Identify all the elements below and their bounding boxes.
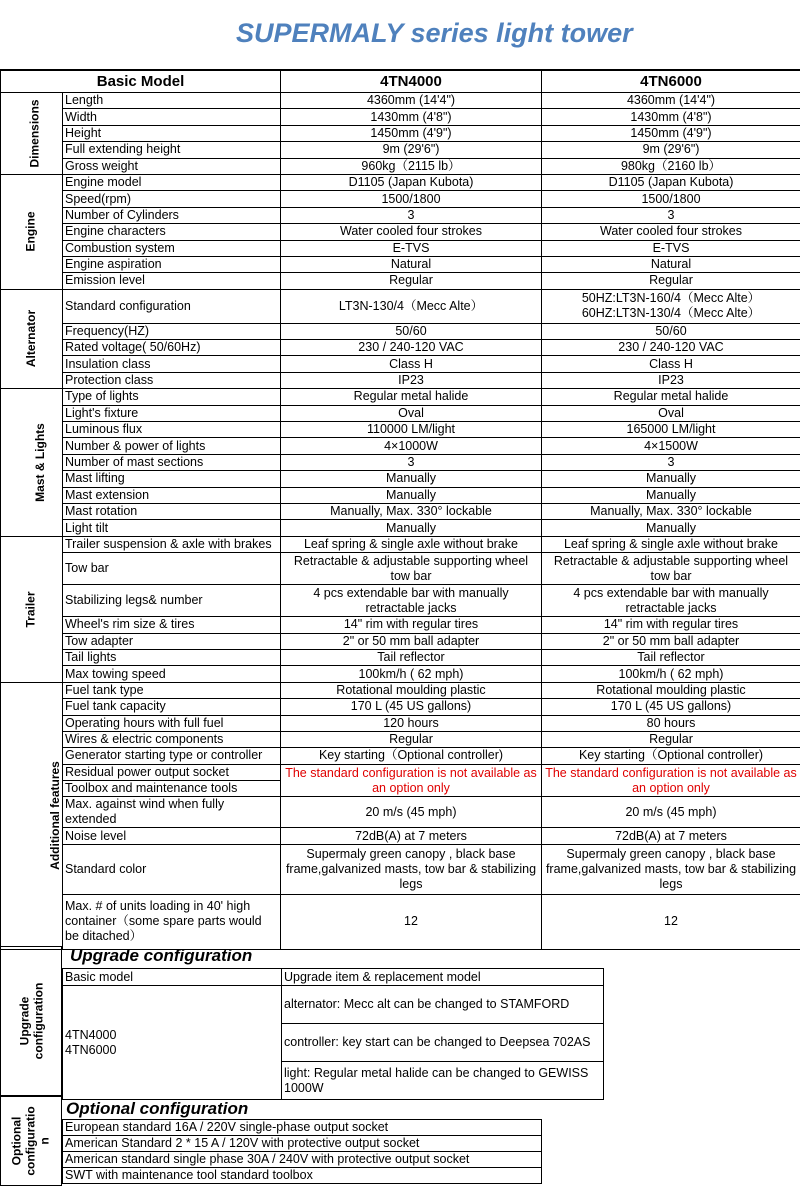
- spec-value-4tn4000: Supermaly green canopy , black base frame,galvanized masts, tow bar & stabilizing legs: [281, 844, 542, 894]
- spec-row: [1, 158, 800, 174]
- row-label: Emission level: [63, 273, 281, 289]
- spec-value-4tn6000: 4360mm (14'4"): [542, 93, 800, 109]
- spec-value-4tn6000: 4 pcs extendable bar with manually retractable jacks: [542, 585, 800, 617]
- upgrade-item: alternator: Mecc alt can be changed to STAMFORD: [282, 986, 604, 1024]
- row-label: Frequency(HZ): [63, 323, 281, 339]
- section-label: [1, 536, 63, 682]
- spec-value-4tn4000: 1500/1800: [281, 191, 542, 207]
- spec-value-4tn4000: Retractable & adjustable supporting wheel tow bar: [281, 553, 542, 585]
- spec-row: [1, 633, 800, 649]
- row-label: Engine aspiration: [63, 256, 281, 272]
- row-label: Wheel's rim size & tires: [63, 617, 281, 633]
- spec-value-4tn6000: Retractable & adjustable supporting wheel tow bar: [542, 553, 800, 585]
- spec-value-4tn4000: 1450mm (4'9"): [281, 125, 542, 141]
- spec-row: [1, 894, 800, 949]
- spec-row: [1, 191, 800, 207]
- section-label: [1, 289, 63, 389]
- row-label: Tow bar: [63, 553, 281, 585]
- spec-value-4tn6000: 980kg（2160 lb）: [542, 158, 800, 174]
- spec-row: [1, 340, 800, 356]
- spec-value-4tn6000: 1450mm (4'9"): [542, 125, 800, 141]
- spec-row: [1, 289, 800, 323]
- spec-row: [1, 797, 800, 828]
- spec-row: [1, 438, 800, 454]
- spec-value-4tn6000: Natural: [542, 256, 800, 272]
- spec-value-4tn4000: LT3N-130/4（Mecc Alte）: [281, 289, 542, 323]
- spec-value-4tn4000: Regular: [281, 273, 542, 289]
- spec-value-4tn6000: 170 L (45 US gallons): [542, 699, 800, 715]
- spec-row: [1, 454, 800, 470]
- spec-value-4tn4000: 170 L (45 US gallons): [281, 699, 542, 715]
- upgrade-title: Upgrade configuration: [70, 946, 253, 965]
- spec-value-4tn4000: 4 pcs extendable bar with manually retractable jacks: [281, 585, 542, 617]
- spec-value-4tn4000: 50/60: [281, 323, 542, 339]
- row-label: Operating hours with full fuel: [63, 715, 281, 731]
- spec-value-4tn4000: D1105 (Japan Kubota): [281, 174, 542, 190]
- row-label: Number of mast sections: [63, 454, 281, 470]
- row-label: Max. # of units loading in 40' high container（some spare parts would be ditached）: [63, 894, 281, 949]
- spec-row: [1, 553, 800, 585]
- section-label: [1, 682, 63, 949]
- row-label: Gross weight: [63, 158, 281, 174]
- optional-side-label: Optional configuratio n: [0, 1096, 62, 1186]
- spec-value-4tn4000: 20 m/s (45 mph): [281, 797, 542, 828]
- row-label: Light's fixture: [63, 405, 281, 421]
- spec-value-4tn4000: Rotational moulding plastic: [281, 682, 542, 698]
- upgrade-item: controller: key start can be changed to Deepsea 702AS: [282, 1024, 604, 1062]
- not-available-note: The standard configuration is not available as an option only: [281, 764, 542, 797]
- optional-item: European standard 16A / 220V single-phase output socket: [63, 1120, 542, 1136]
- spec-table: [0, 70, 800, 950]
- spec-row: [1, 748, 800, 764]
- spec-value-4tn4000: 2" or 50 mm ball adapter: [281, 633, 542, 649]
- spec-row: [1, 731, 800, 747]
- spec-value-4tn6000: 4×1500W: [542, 438, 800, 454]
- spec-value-4tn6000: 9m (29'6"): [542, 142, 800, 158]
- row-label: Mast rotation: [63, 503, 281, 519]
- header-row: [1, 71, 800, 93]
- row-label: Standard configuration: [63, 289, 281, 323]
- spec-row: [1, 224, 800, 240]
- spec-value-4tn4000: Water cooled four strokes: [281, 224, 542, 240]
- row-label: Residual power output socket: [63, 764, 281, 780]
- row-label: Number of Cylinders: [63, 207, 281, 223]
- spec-value-4tn6000: 20 m/s (45 mph): [542, 797, 800, 828]
- spec-value-4tn4000: 230 / 240-120 VAC: [281, 340, 542, 356]
- spec-value-4tn6000: Regular metal halide: [542, 389, 800, 405]
- upgrade-table: [62, 968, 604, 1100]
- optional-item: American standard single phase 30A / 240V with protective output socket: [63, 1152, 542, 1168]
- spec-value-4tn6000: Manually: [542, 471, 800, 487]
- spec-row: [1, 682, 800, 698]
- row-label: Noise level: [63, 828, 281, 844]
- spec-value-4tn6000: 230 / 240-120 VAC: [542, 340, 800, 356]
- spec-row: [1, 109, 800, 125]
- spec-value-4tn4000: Tail reflector: [281, 649, 542, 665]
- spec-value-4tn4000: 14" rim with regular tires: [281, 617, 542, 633]
- spec-value-4tn6000: 14" rim with regular tires: [542, 617, 800, 633]
- spec-value-4tn6000: IP23: [542, 372, 800, 388]
- section-name: Dimensions: [27, 99, 42, 168]
- upgrade-side-label: Upgrade configuration: [0, 946, 62, 1096]
- spec-row: [1, 372, 800, 388]
- row-label: Standard color: [63, 844, 281, 894]
- row-label: Mast extension: [63, 487, 281, 503]
- optional-table: [62, 1119, 542, 1184]
- spec-value-4tn6000: 165000 LM/light: [542, 422, 800, 438]
- row-label: Max towing speed: [63, 666, 281, 682]
- row-label: Rated voltage( 50/60Hz): [63, 340, 281, 356]
- spec-value-4tn6000: 3: [542, 454, 800, 470]
- section-name: Mast & Lights: [32, 423, 47, 502]
- spec-value-4tn4000: Regular metal halide: [281, 389, 542, 405]
- row-label: Full extending height: [63, 142, 281, 158]
- model1-header: 4TN4000: [281, 71, 542, 93]
- basic-model-header: Basic Model: [1, 71, 281, 93]
- section-name: Trailer: [24, 591, 38, 628]
- spec-value-4tn4000: Oval: [281, 405, 542, 421]
- spec-row: [1, 389, 800, 405]
- row-label: Wires & electric components: [63, 731, 281, 747]
- spec-value-4tn4000: Manually: [281, 487, 542, 503]
- spec-value-4tn4000: 4360mm (14'4"): [281, 93, 542, 109]
- spec-value-4tn6000: Regular: [542, 731, 800, 747]
- title-bar: [0, 0, 800, 70]
- spec-value-4tn6000: Manually, Max. 330° lockable: [542, 503, 800, 519]
- spec-value-4tn4000: Manually: [281, 471, 542, 487]
- spec-row: [1, 273, 800, 289]
- not-available-note: The standard configuration is not available as an option only: [542, 764, 800, 797]
- spec-value-4tn6000: Manually: [542, 520, 800, 536]
- spec-value-4tn4000: E-TVS: [281, 240, 542, 256]
- section-name: Additional features: [47, 761, 62, 871]
- spec-value-4tn6000: 100km/h ( 62 mph): [542, 666, 800, 682]
- spec-row: [1, 585, 800, 617]
- section-name: Alternator: [24, 310, 38, 368]
- row-label: Fuel tank type: [63, 682, 281, 698]
- spec-value-4tn6000: 1500/1800: [542, 191, 800, 207]
- page-title: SUPERMALY series light tower: [236, 18, 633, 48]
- row-label: Luminous flux: [63, 422, 281, 438]
- spec-row: [1, 323, 800, 339]
- spec-value-4tn4000: 9m (29'6"): [281, 142, 542, 158]
- spec-value-4tn6000: Regular: [542, 273, 800, 289]
- spec-value-4tn4000: Manually: [281, 520, 542, 536]
- row-label: Type of lights: [63, 389, 281, 405]
- spec-row: [1, 844, 800, 894]
- spec-value-4tn6000: 50HZ:LT3N-160/4（Mecc Alte） 60HZ:LT3N-130/4（Mecc Alte）: [542, 289, 800, 323]
- spec-row: [1, 256, 800, 272]
- upgrade-col2-header: Upgrade item & replacement model: [282, 969, 604, 986]
- spec-value-4tn4000: Regular: [281, 731, 542, 747]
- spec-value-4tn4000: Key starting（Optional controller): [281, 748, 542, 764]
- spec-value-4tn6000: Key starting（Optional controller): [542, 748, 800, 764]
- row-label: Combustion system: [63, 240, 281, 256]
- spec-row: [1, 207, 800, 223]
- row-label: Speed(rpm): [63, 191, 281, 207]
- spec-value-4tn4000: 100km/h ( 62 mph): [281, 666, 542, 682]
- spec-value-4tn6000: Rotational moulding plastic: [542, 682, 800, 698]
- spec-row: [1, 142, 800, 158]
- spec-row: [1, 617, 800, 633]
- spec-value-4tn6000: 50/60: [542, 323, 800, 339]
- spec-row: [1, 356, 800, 372]
- optional-title: Optional configuration: [66, 1099, 249, 1118]
- row-label: Toolbox and maintenance tools: [63, 781, 281, 797]
- row-label: Length: [63, 93, 281, 109]
- spec-value-4tn4000: 120 hours: [281, 715, 542, 731]
- spec-row: [1, 828, 800, 844]
- row-label: Engine characters: [63, 224, 281, 240]
- optional-item: American Standard 2 * 15 A / 120V with protective output socket: [63, 1136, 542, 1152]
- row-label: Number & power of lights: [63, 438, 281, 454]
- section-label: [1, 174, 63, 289]
- spec-value-4tn6000: 12: [542, 894, 800, 949]
- spec-value-4tn6000: D1105 (Japan Kubota): [542, 174, 800, 190]
- spec-value-4tn4000: Natural: [281, 256, 542, 272]
- spec-value-4tn6000: Supermaly green canopy , black base frame,galvanized masts, tow bar & stabilizing legs: [542, 844, 800, 894]
- spec-value-4tn6000: 80 hours: [542, 715, 800, 731]
- upgrade-models: 4TN4000 4TN6000: [63, 986, 282, 1100]
- row-label: Tow adapter: [63, 633, 281, 649]
- upgrade-col1-header: Basic model: [63, 969, 282, 986]
- spec-value-4tn4000: 72dB(A) at 7 meters: [281, 828, 542, 844]
- spec-value-4tn6000: Manually: [542, 487, 800, 503]
- spec-value-4tn6000: Water cooled four strokes: [542, 224, 800, 240]
- row-label: Max. against wind when fully extended: [63, 797, 281, 828]
- spec-row: [1, 422, 800, 438]
- row-label: Height: [63, 125, 281, 141]
- spec-row: [1, 487, 800, 503]
- spec-row: [1, 405, 800, 421]
- spec-row: [1, 471, 800, 487]
- row-label: Fuel tank capacity: [63, 699, 281, 715]
- spec-value-4tn4000: 1430mm (4'8"): [281, 109, 542, 125]
- spec-row: [1, 649, 800, 665]
- spec-value-4tn4000: Leaf spring & single axle without brake: [281, 536, 542, 552]
- spec-value-4tn6000: Leaf spring & single axle without brake: [542, 536, 800, 552]
- spec-value-4tn4000: 110000 LM/light: [281, 422, 542, 438]
- spec-value-4tn6000: 3: [542, 207, 800, 223]
- spec-value-4tn6000: 72dB(A) at 7 meters: [542, 828, 800, 844]
- row-label: Generator starting type or controller: [63, 748, 281, 764]
- section-name: Engine: [23, 211, 38, 252]
- spec-value-4tn4000: Manually, Max. 330° lockable: [281, 503, 542, 519]
- spec-value-4tn4000: 3: [281, 454, 542, 470]
- model2-header: 4TN6000: [542, 71, 800, 93]
- spec-row: [1, 520, 800, 536]
- spec-row: [1, 125, 800, 141]
- spec-row: [1, 240, 800, 256]
- spec-row: [1, 699, 800, 715]
- spec-value-4tn4000: Class H: [281, 356, 542, 372]
- row-label: Engine model: [63, 174, 281, 190]
- row-label: Width: [63, 109, 281, 125]
- section-label: [1, 389, 63, 537]
- row-label: Trailer suspension & axle with brakes: [63, 536, 281, 552]
- spec-value-4tn6000: Class H: [542, 356, 800, 372]
- spec-value-4tn4000: 3: [281, 207, 542, 223]
- row-label: Protection class: [63, 372, 281, 388]
- spec-value-4tn6000: Tail reflector: [542, 649, 800, 665]
- row-label: Light tilt: [63, 520, 281, 536]
- spec-value-4tn6000: 1430mm (4'8"): [542, 109, 800, 125]
- spec-value-4tn6000: 2" or 50 mm ball adapter: [542, 633, 800, 649]
- spec-value-4tn6000: Oval: [542, 405, 800, 421]
- spec-row: [1, 174, 800, 190]
- spec-row: [1, 503, 800, 519]
- spec-row: [1, 666, 800, 682]
- spec-row: [1, 764, 800, 780]
- upgrade-item: light: Regular metal halide can be changed to GEWISS 1000W: [282, 1062, 604, 1100]
- spec-value-4tn4000: 960kg（2115 lb）: [281, 158, 542, 174]
- spec-value-4tn4000: IP23: [281, 372, 542, 388]
- section-label: [1, 93, 63, 175]
- row-label: Tail lights: [63, 649, 281, 665]
- row-label: Insulation class: [63, 356, 281, 372]
- row-label: Mast lifting: [63, 471, 281, 487]
- optional-item: SWT with maintenance tool standard toolbox: [63, 1168, 542, 1184]
- spec-value-4tn4000: 4×1000W: [281, 438, 542, 454]
- spec-value-4tn4000: 12: [281, 894, 542, 949]
- spec-row: [1, 536, 800, 552]
- row-label: Stabilizing legs& number: [63, 585, 281, 617]
- spec-value-4tn6000: E-TVS: [542, 240, 800, 256]
- spec-row: [1, 93, 800, 109]
- spec-row: [1, 715, 800, 731]
